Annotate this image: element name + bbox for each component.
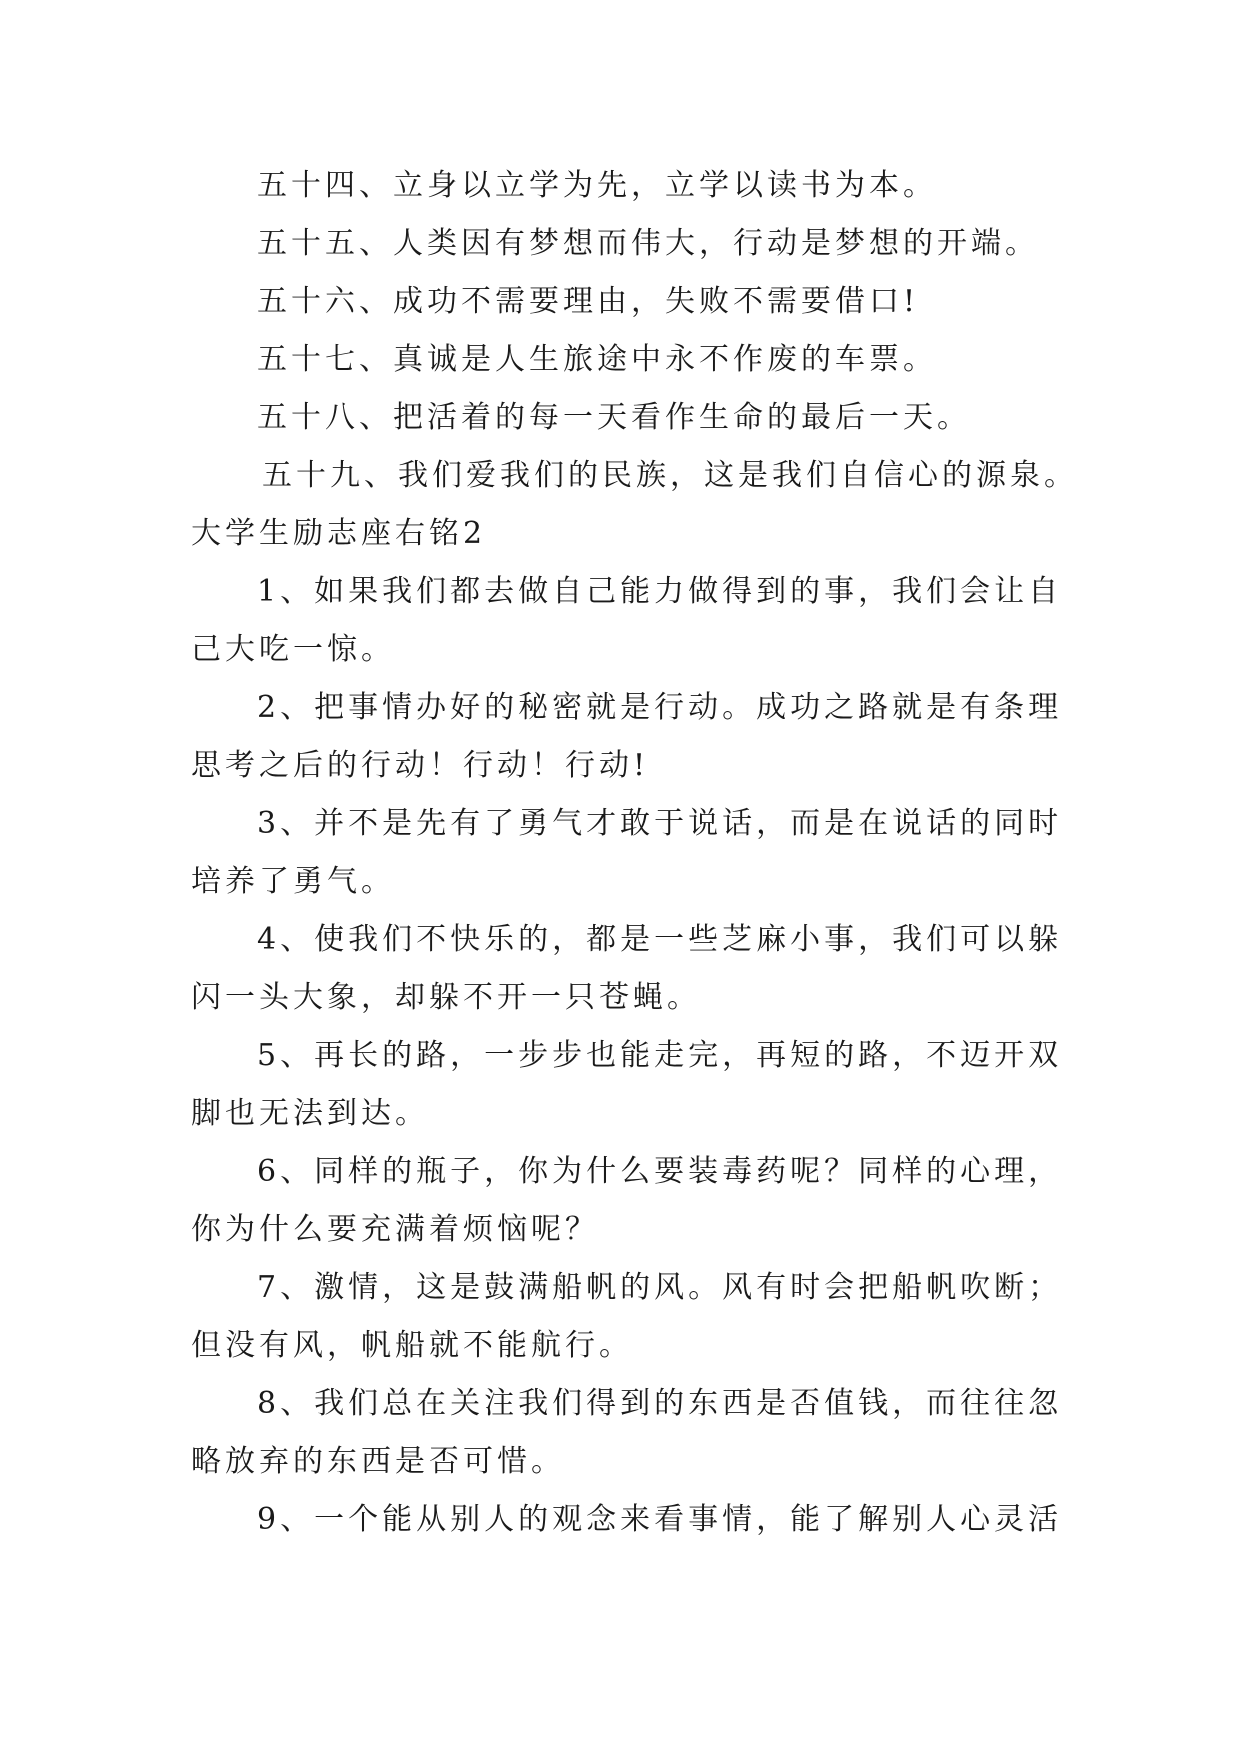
text-line: 1、如果我们都去做自己能力做得到的事，我们会让自	[257, 574, 1063, 609]
text-line: 五十七、真诚是人生旅途中永不作废的车票。	[257, 342, 937, 377]
text-line: 但没有风，帆船就不能航行。	[191, 1328, 633, 1363]
text-line: 五十九、我们爱我们的民族，这是我们自信心的源泉。	[262, 458, 1078, 493]
text-line: 闪一头大象，却躲不开一只苍蝇。	[191, 980, 701, 1015]
text-line: 培养了勇气。	[191, 864, 395, 899]
section-heading: 大学生励志座右铭2	[191, 516, 487, 551]
text-line: 你为什么要充满着烦恼呢？	[191, 1212, 599, 1247]
text-line: 3、并不是先有了勇气才敢于说话，而是在说话的同时	[257, 806, 1063, 841]
text-line: 6、同样的瓶子，你为什么要装毒药呢？同样的心理，	[257, 1154, 1063, 1189]
text-line: 4、使我们不快乐的，都是一些芝麻小事，我们可以躲	[257, 922, 1063, 957]
text-line: 五十四、立身以立学为先，立学以读书为本。	[257, 168, 937, 203]
text-line: 7、激情，这是鼓满船帆的风。风有时会把船帆吹断；	[257, 1270, 1063, 1305]
text-line: 脚也无法到达。	[191, 1096, 429, 1131]
text-line: 五十八、把活着的每一天看作生命的最后一天。	[257, 400, 971, 435]
text-line: 五十五、人类因有梦想而伟大，行动是梦想的开端。	[257, 226, 1039, 261]
text-line: 略放弃的东西是否可惜。	[191, 1444, 565, 1479]
text-line: 9、一个能从别人的观念来看事情，能了解别人心灵活	[257, 1502, 1063, 1537]
text-line: 8、我们总在关注我们得到的东西是否值钱，而往往忽	[257, 1386, 1063, 1421]
text-line: 五十六、成功不需要理由，失败不需要借口!	[257, 284, 920, 319]
text-line: 2、把事情办好的秘密就是行动。成功之路就是有条理	[257, 690, 1063, 725]
text-line: 己大吃一惊。	[191, 632, 395, 667]
text-line: 思考之后的行动！行动！行动!	[191, 748, 650, 783]
text-line: 5、再长的路，一步步也能走完，再短的路，不迈开双	[257, 1038, 1063, 1073]
